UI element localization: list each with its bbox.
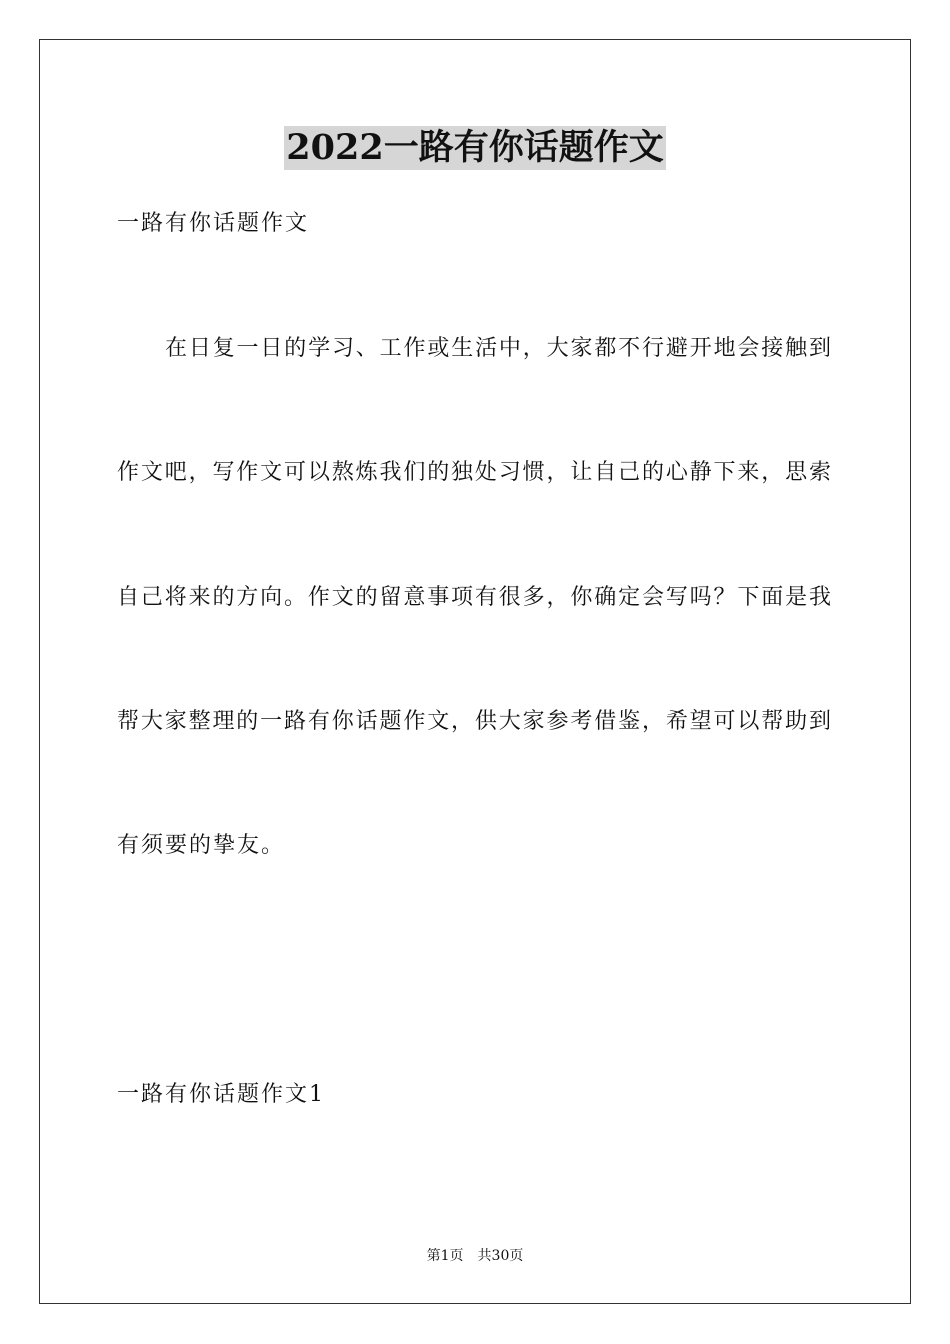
paragraph-line-1: 在日复一日的学习、工作或生活中，大家都不行避开地会接触到 [165,336,831,361]
paragraph-line-2: 作文吧，写作文可以熬炼我们的独处习惯，让自己的心静下来，思索 [117,460,831,485]
paragraph-line-4: 帮大家整理的一路有你话题作文，供大家参考借鉴，希望可以帮助到 [117,709,831,734]
document-subtitle: 一路有你话题作文 [117,211,310,236]
page-number: 第1页 [426,1248,464,1264]
paragraph-line-3: 自己将来的方向。作文的留意事项有很多，你确定会写吗？下面是我 [117,585,831,610]
page-total: 共30页 [477,1248,524,1264]
section-heading: 一路有你话题作文1 [117,1082,325,1107]
document-title [0,126,950,170]
paragraph-line-5: 有须要的挚友。 [117,833,286,858]
document-title-text: 2022一路有你话题作文 [286,127,664,168]
page-footer [0,1246,950,1266]
